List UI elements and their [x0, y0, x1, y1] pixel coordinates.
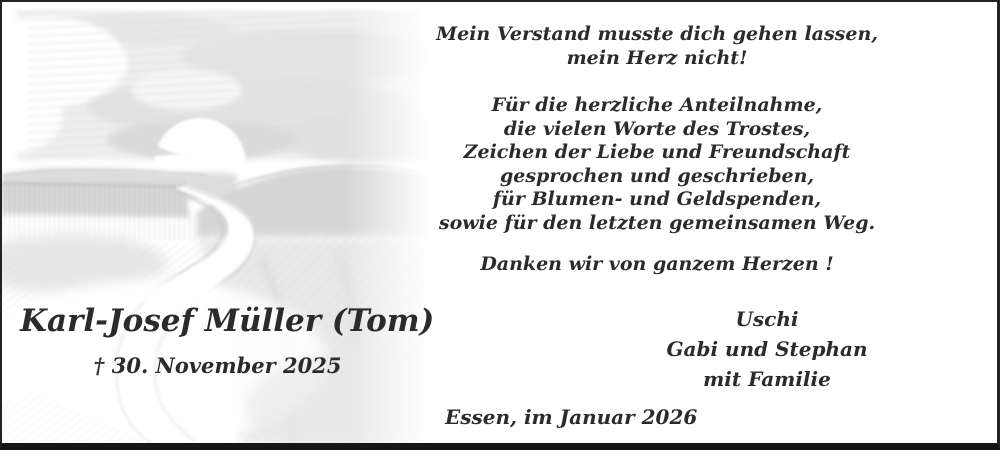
thanks-line-4: gesprochen und geschrieben, — [499, 164, 815, 187]
thanks-line-3: Zeichen der Liebe und Freundschaft — [463, 141, 851, 163]
spacer — [427, 235, 887, 253]
verse-line-2: mein Herz nicht! — [566, 46, 748, 69]
thanks-line-5: für Blumen- und Geldspenden, — [492, 188, 822, 210]
mourner-2: Gabi und Stephan — [666, 337, 868, 361]
thanks-line-6: sowie für den letzten gemeinsamen Weg. — [438, 211, 876, 234]
thanks-line-1: Für die herzliche Anteilnahme, — [491, 94, 823, 116]
memorial-block — [20, 302, 435, 379]
verse-line-1: Mein Verstand musste dich gehen lassen, — [436, 23, 878, 45]
closing-line: Danken wir von ganzem Herzen ! — [480, 253, 834, 275]
deceased-name: Karl-Josef Müller (Tom) — [20, 303, 435, 339]
mourner-3: mit Familie — [703, 367, 831, 391]
mourner-1: Uschi — [735, 307, 799, 331]
spacer — [427, 70, 887, 94]
mourners-block — [657, 304, 877, 394]
thanks-text-block — [427, 23, 887, 277]
death-date: † 30. November 2025 — [93, 353, 342, 378]
thanks-line-2: die vielen Worte des Trostes, — [503, 117, 811, 140]
place-date: Essen, im Januar 2026 — [445, 405, 698, 429]
